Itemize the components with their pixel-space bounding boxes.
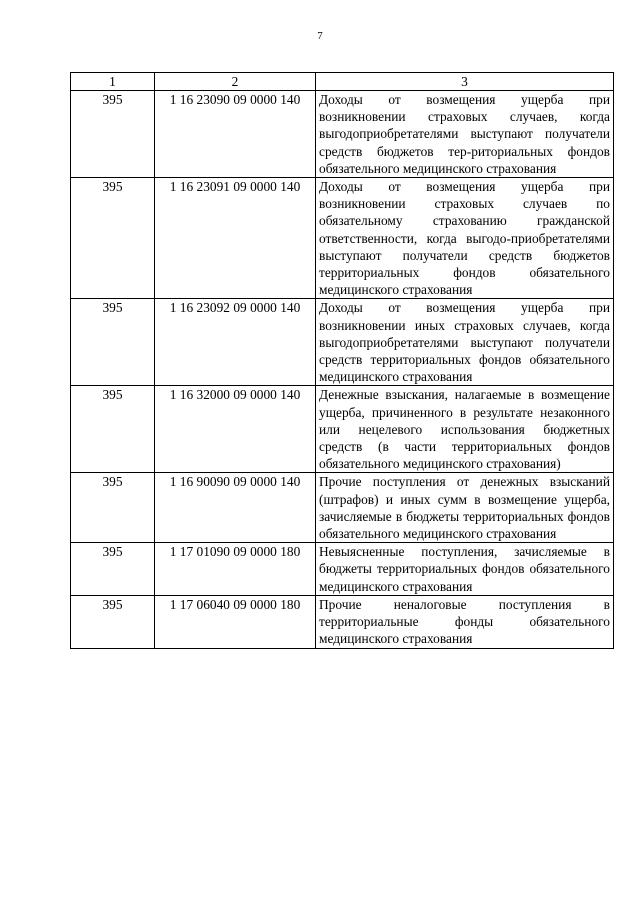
budget-code-cell: 1 17 06040 09 0000 180: [155, 595, 316, 648]
description-cell: Прочие поступления от денежных взысканий (штрафов) и иных сумм в возмещение ущерба, зачисляемые в бюджеты территориальных фондов обязательного медицинского страхования: [316, 473, 614, 543]
table-row: [71, 543, 614, 596]
description-cell: Денежные взыскания, налагаемые в возмещение ущерба, причиненного в результате незаконного или нецелевого использования бюджетных средств (в части территориальных фондов обязательного медицинского страхования): [316, 386, 614, 473]
budget-code-cell: 1 16 23092 09 0000 140: [155, 299, 316, 386]
table-header-row: [71, 73, 614, 91]
column-header-2: 2: [155, 73, 316, 91]
description-cell: Доходы от возмещения ущерба при возникновении иных страховых случаев, когда выгодоприобретателями выступают получатели средств территориальных фондов обязательного медицинского страхования: [316, 299, 614, 386]
budget-code-cell: 1 16 23091 09 0000 140: [155, 178, 316, 299]
table-row: [71, 91, 614, 178]
description-cell: Прочие неналоговые поступления в территориальные фонды обязательного медицинского страхования: [316, 595, 614, 648]
description-cell: Доходы от возмещения ущерба при возникновении страховых случаев, когда выгодоприобретателями выступают получатели средств бюджетов тер-риториальных фондов обязательного медицинского страхования: [316, 91, 614, 178]
admin-code-cell: 395: [71, 473, 155, 543]
column-header-3: 3: [316, 73, 614, 91]
budget-code-cell: 1 16 23090 09 0000 140: [155, 91, 316, 178]
table-row: [71, 386, 614, 473]
description-cell: Доходы от возмещения ущерба при возникновении страховых случаев по обязательному страхованию гражданской ответственности, когда выгодо-приобретателями выступают получатели средств бюджетов территориальных фондов обязательного медицинского страхования: [316, 178, 614, 299]
admin-code-cell: 395: [71, 543, 155, 596]
table-row: [71, 595, 614, 648]
budget-code-cell: 1 17 01090 09 0000 180: [155, 543, 316, 596]
table-row: [71, 299, 614, 386]
column-header-1: 1: [71, 73, 155, 91]
admin-code-cell: 395: [71, 386, 155, 473]
admin-code-cell: 395: [71, 299, 155, 386]
table-row: [71, 178, 614, 299]
budget-code-cell: 1 16 90090 09 0000 140: [155, 473, 316, 543]
admin-code-cell: 395: [71, 595, 155, 648]
page-number: 7: [317, 30, 323, 42]
table-row: [71, 473, 614, 543]
admin-code-cell: 395: [71, 91, 155, 178]
description-cell: Невыясненные поступления, зачисляемые в бюджеты территориальных фондов обязательного медицинского страхования: [316, 543, 614, 596]
admin-code-cell: 395: [71, 178, 155, 299]
budget-code-cell: 1 16 32000 09 0000 140: [155, 386, 316, 473]
revenue-codes-table: [70, 72, 614, 649]
